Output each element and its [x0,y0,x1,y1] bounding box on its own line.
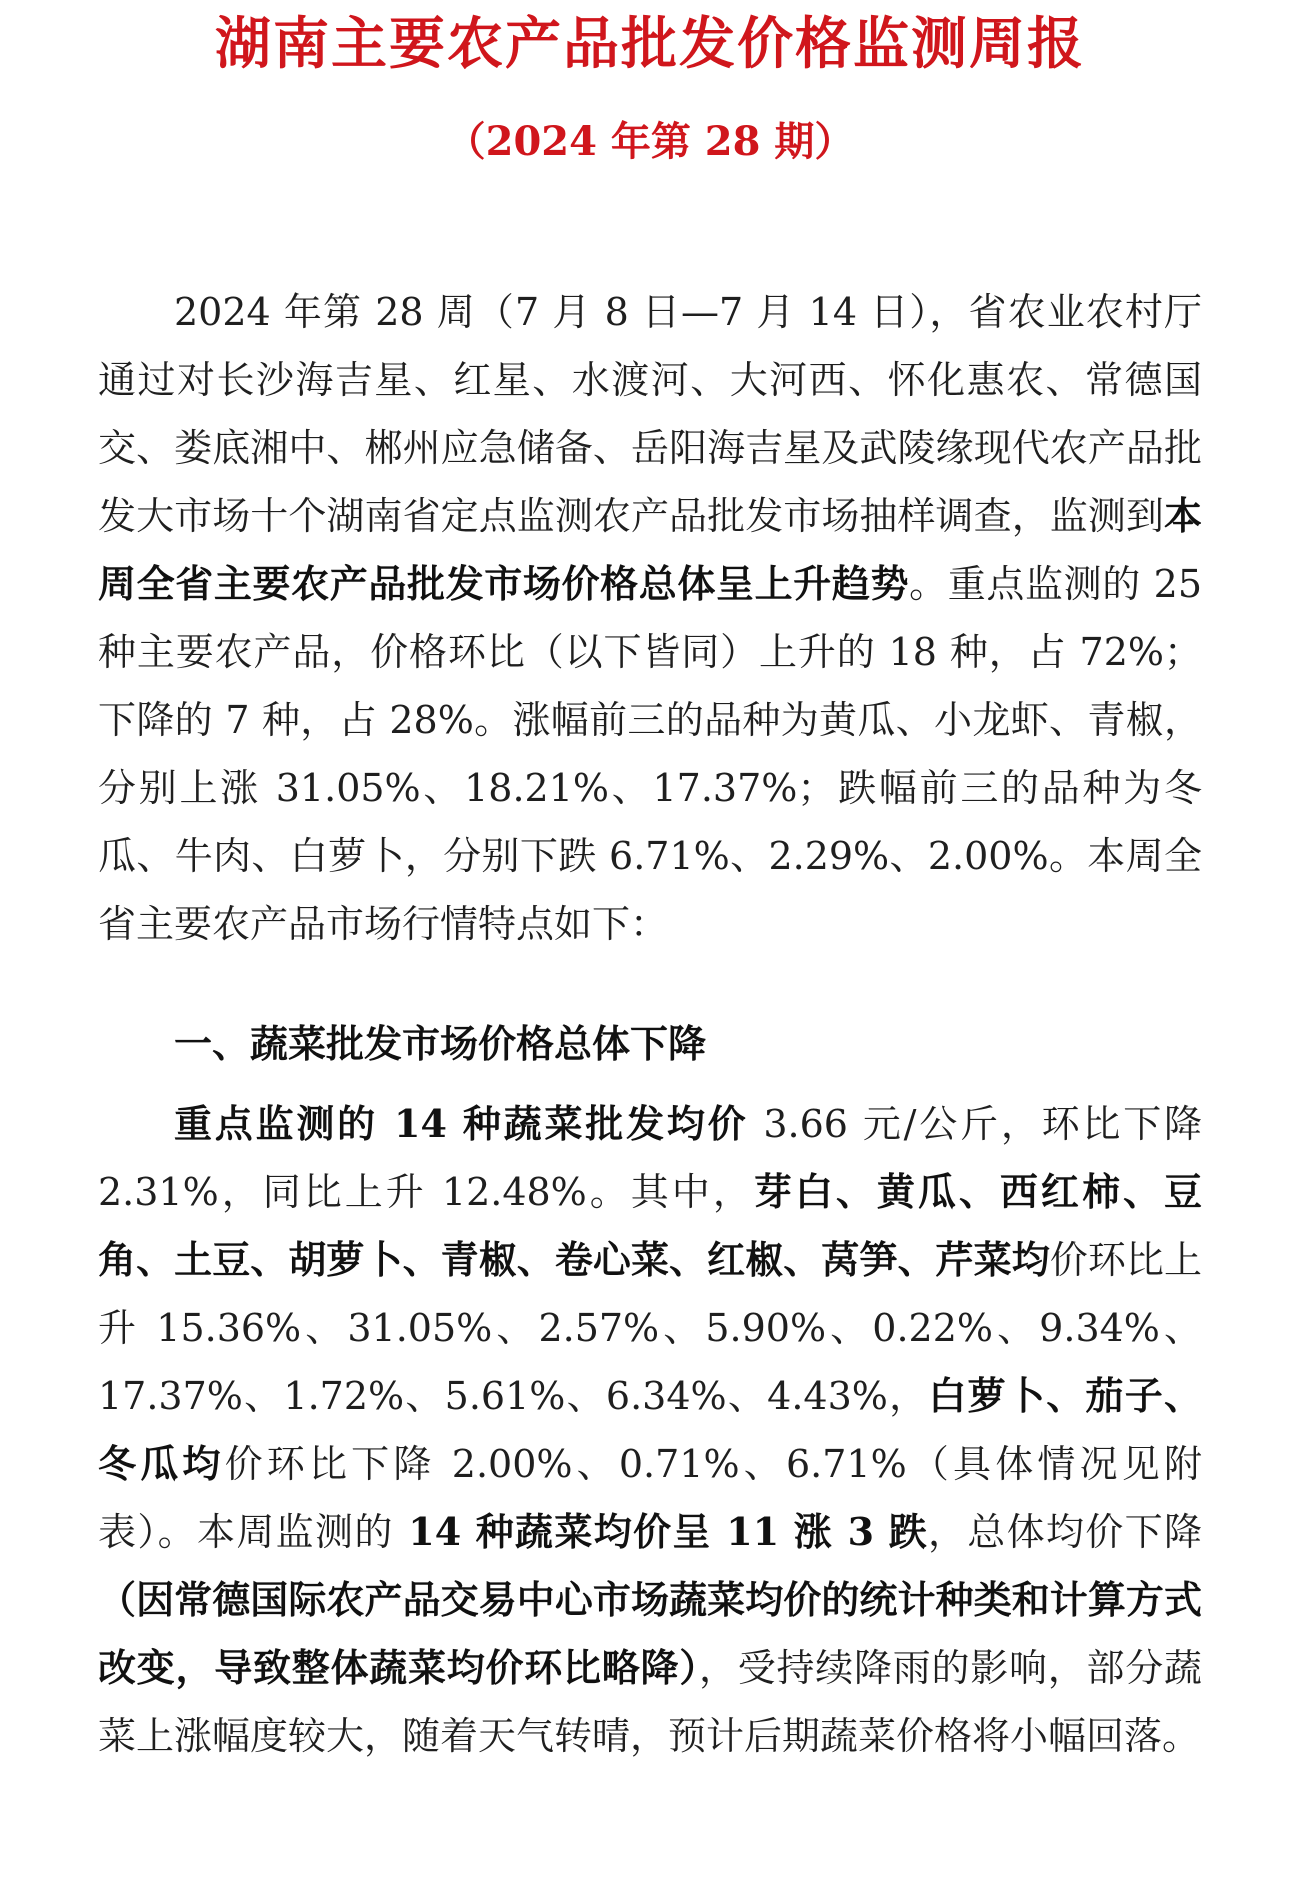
veg-bold-3: 白萝卜、茄子、冬瓜均 [98,1373,1202,1486]
report-title: 湖南主要农产品批发价格监测周报 [215,11,1085,77]
intro-text-1: 2024 年第 28 周（7 月 8 日—7 月 14 日），省农业农村厅通过对长沙海吉星、红星、水渡河、大河西、怀化惠农、常德国交、娄底湘中、郴州应急储备、岳阳海吉星及武陵缘现代农产品批发大市场十个湖南省定点监测农产品批发市场抽样调查，监测到 [98,290,1202,538]
intro-text-2: 。重点监测的 25 种主要农产品，价格环比（以下皆同）上升的 18 种，占 72%；下降的 7 种，占 28%。涨幅前三的品种为黄瓜、小龙虾、青椒，分别上涨 31.05%、18.21%、17.37%；跌幅前三的品种为冬瓜、牛肉、白萝卜，分别下跌 6.71%、2.29%、2.00%。本周全省主要农产品市场行情特点如下： [98,562,1202,946]
intro-highlight: 本周全省主要农产品批发市场价格总体呈上升趋势 [98,493,1202,606]
veg-bold-4: 14 种蔬菜均价呈 11 涨 3 跌 [393,1509,928,1554]
veg-text-3: 价环比下降 2.00%、0.71%、6.71%（具体情况见附表）。本周监测的 [98,1442,1202,1554]
veg-bold-2: 芽白、黄瓜、西红柿、豆角、土豆、胡萝卜、青椒、卷心菜、红椒、莴笋、芹菜均 [98,1169,1202,1282]
section-heading-vegetables: 一、蔬菜批发市场价格总体下降 [174,1022,707,1066]
veg-bold-5: （因常德国际农产品交易中心市场蔬菜均价的统计种类和计算方式改变，导致整体蔬菜均价环比略降） [98,1577,1202,1690]
vegetable-paragraph [98,1090,1202,1770]
veg-bold-1: 重点监测的 14 种蔬菜批发均价 [174,1101,749,1146]
issue-number: （2024 年第 28 期） [445,118,855,165]
veg-text-1: 3.66 元/公斤，环比下降 2.31%，同比上升 12.48%。其中， [98,1102,1203,1214]
intro-paragraph [98,278,1202,958]
veg-text-4: ，总体均价下降 [927,1510,1202,1554]
veg-text-2: 价环比上升 15.36%、31.05%、2.57%、5.90%、0.22%、9.34%、17.37%、1.72%、5.61%、6.34%、4.43%， [98,1238,1202,1418]
veg-text-5: ，受持续降雨的影响，部分蔬菜上涨幅度较大，随着天气转晴，预计后期蔬菜价格将小幅回落。 [98,1646,1202,1758]
